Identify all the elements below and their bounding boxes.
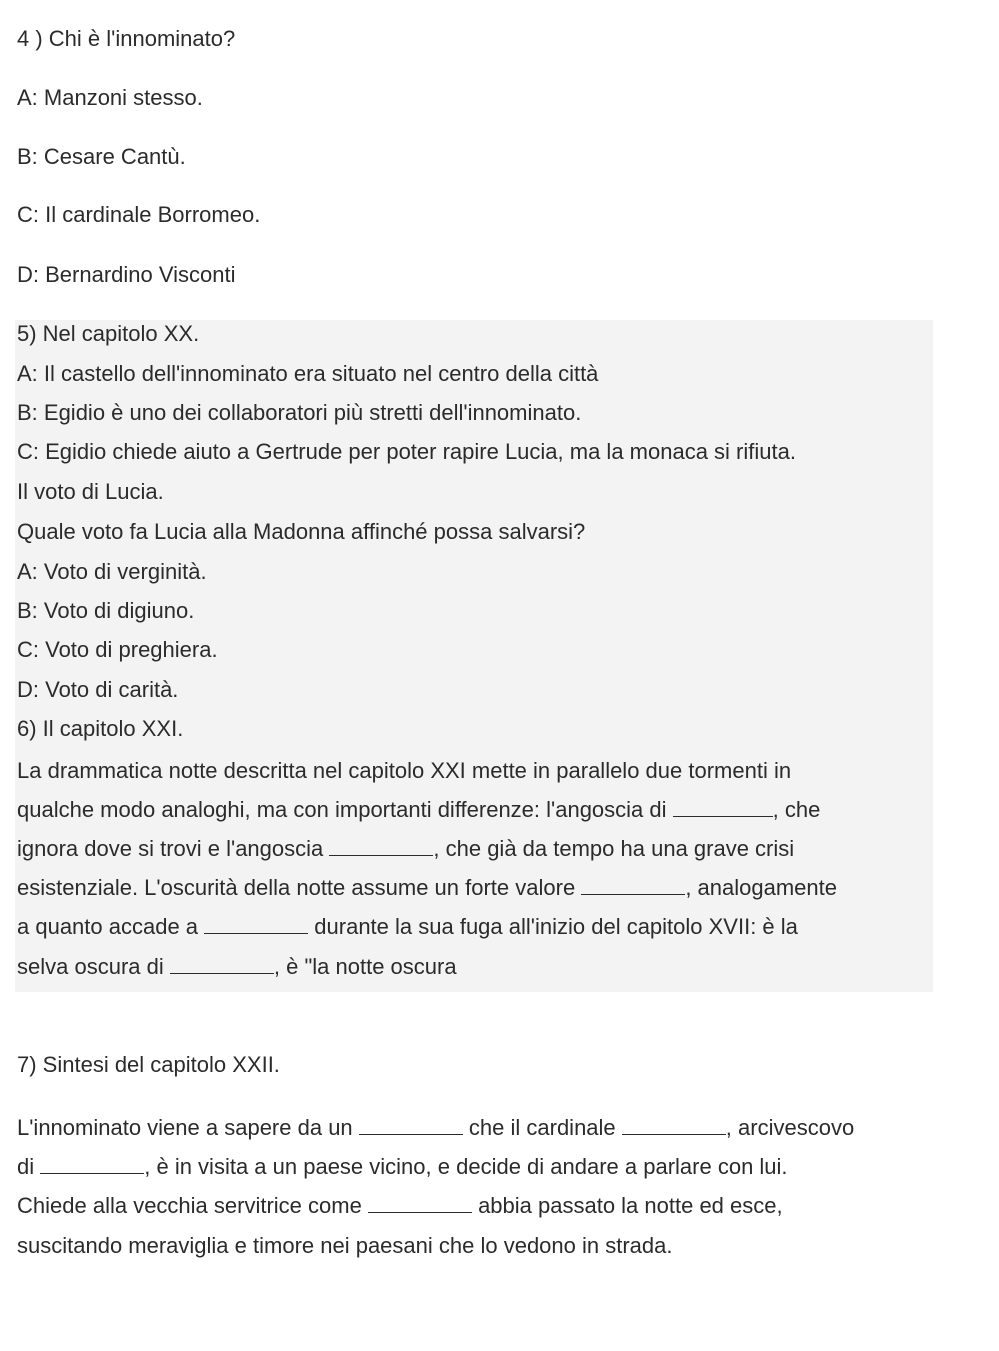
q6-title: 6) Il capitolo XXI. bbox=[17, 716, 184, 741]
q7-text-line-1 bbox=[17, 1114, 854, 1142]
fill-blank[interactable] bbox=[359, 1114, 463, 1135]
q6-text-line-6 bbox=[17, 953, 457, 981]
q4-option-a: A: Manzoni stesso. bbox=[17, 85, 203, 110]
q7-text-line-2 bbox=[17, 1153, 788, 1181]
q5-question: Quale voto fa Lucia alla Madonna affinché possa salvarsi? bbox=[17, 519, 586, 544]
fill-blank[interactable] bbox=[170, 953, 274, 974]
q6-text-line-3 bbox=[17, 835, 794, 863]
fill-blank[interactable] bbox=[368, 1192, 472, 1213]
q4-option-b: B: Cesare Cantù. bbox=[17, 144, 186, 169]
vote-option-b: B: Voto di digiuno. bbox=[17, 598, 195, 623]
fill-blank[interactable] bbox=[329, 835, 433, 856]
q5-title: 5) Nel capitolo XX. bbox=[17, 321, 200, 346]
q6-l4-tail: , analogamente bbox=[685, 875, 837, 900]
q6-l2-text: qualche modo analoghi, ma con importanti differenze: l'angoscia di bbox=[17, 797, 667, 822]
q4-option-d: D: Bernardino Visconti bbox=[17, 262, 236, 287]
q7-l1-mid: che il cardinale bbox=[462, 1115, 616, 1140]
q6-text-line-4 bbox=[17, 874, 837, 902]
q7-text-line-4: suscitando meraviglia e timore nei paesani che lo vedono in strada. bbox=[17, 1233, 673, 1258]
q6-text-line-2 bbox=[17, 796, 820, 824]
q5-option-c: C: Egidio chiede aiuto a Gertrude per poter rapire Lucia, ma la monaca si rifiuta. bbox=[17, 439, 796, 464]
q6-l6-tail: , è "la notte oscura bbox=[273, 954, 457, 979]
q7-l2-text: di bbox=[17, 1154, 35, 1179]
fill-blank[interactable] bbox=[622, 1114, 726, 1135]
q5-option-b: B: Egidio è uno dei collaboratori più stretti dell'innominato. bbox=[17, 400, 582, 425]
vote-option-d: D: Voto di carità. bbox=[17, 677, 179, 702]
q7-l1-tail: , arcivescovo bbox=[725, 1115, 855, 1140]
q6-l3-tail: , che già da tempo ha una grave crisi bbox=[433, 836, 795, 861]
q6-l6-text: selva oscura di bbox=[17, 954, 164, 979]
q7-title: 7) Sintesi del capitolo XXII. bbox=[17, 1052, 280, 1077]
q6-l5-text: a quanto accade a bbox=[17, 914, 199, 939]
q6-l4-text: esistenziale. L'oscurità della notte assume un forte valore bbox=[17, 875, 576, 900]
q6-text-line-5 bbox=[17, 913, 798, 941]
fill-blank[interactable] bbox=[40, 1153, 144, 1174]
vote-option-c: C: Voto di preghiera. bbox=[17, 637, 218, 662]
q6-l3-text: ignora dove si trovi e l'angoscia bbox=[17, 836, 324, 861]
q4-title: 4 ) Chi è l'innominato? bbox=[17, 26, 236, 51]
fill-blank[interactable] bbox=[673, 796, 773, 817]
q5-option-a: A: Il castello dell'innominato era situato nel centro della città bbox=[17, 361, 599, 386]
q7-l1-text: L'innominato viene a sapere da un bbox=[17, 1115, 353, 1140]
q5-subheading: Il voto di Lucia. bbox=[17, 479, 164, 504]
q7-text-line-3 bbox=[17, 1192, 783, 1220]
q7-l3-text: Chiede alla vecchia servitrice come bbox=[17, 1193, 362, 1218]
vote-option-a: A: Voto di verginità. bbox=[17, 559, 207, 584]
q4-option-c: C: Il cardinale Borromeo. bbox=[17, 202, 261, 227]
q6-l5-tail: durante la sua fuga all'inizio del capitolo XVII: è la bbox=[308, 914, 798, 939]
fill-blank[interactable] bbox=[581, 874, 685, 895]
q6-l2-tail: , che bbox=[772, 797, 821, 822]
q6-text-line-1: La drammatica notte descritta nel capitolo XXI mette in parallelo due tormenti in bbox=[17, 758, 792, 783]
q7-l3-tail: abbia passato la notte ed esce, bbox=[471, 1193, 783, 1218]
fill-blank[interactable] bbox=[204, 913, 308, 934]
q7-l2-tail: , è in visita a un paese vicino, e decide di andare a parlare con lui. bbox=[144, 1154, 788, 1179]
